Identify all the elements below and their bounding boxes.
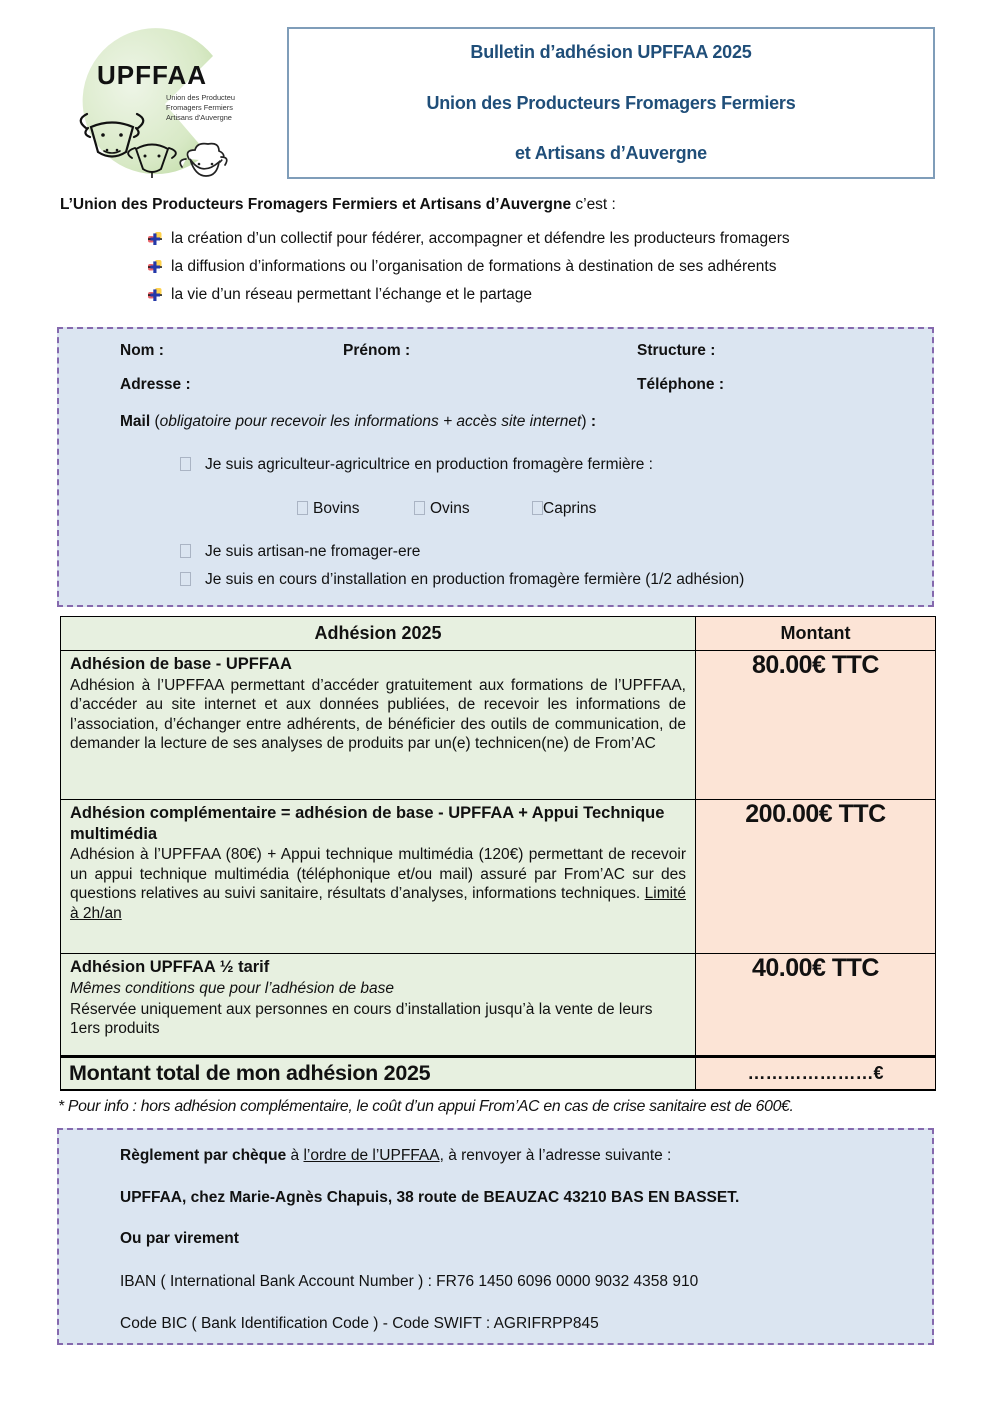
document-title-line2: Union des Producteurs Fromagers Fermiers bbox=[426, 92, 796, 113]
colored-bullet-icon bbox=[148, 232, 162, 246]
adhesion-complementaire-amount: 200.00€ TTC bbox=[696, 800, 936, 954]
total-amount-field: …………………€ bbox=[696, 1057, 936, 1091]
structure-field-label: Structure : bbox=[637, 342, 716, 359]
prenom-field-label: Prénom : bbox=[343, 342, 411, 359]
cheque-line: Règlement par chèque à l’ordre de l’UPFFAA, à renvoyer à l’adresse suivante : bbox=[120, 1147, 672, 1164]
column-header-montant: Montant bbox=[696, 617, 936, 651]
checkbox-bovins: Bovins bbox=[297, 500, 360, 518]
document-title-line3: et Artisans d’Auvergne bbox=[515, 143, 707, 163]
document-title: Bulletin d’adhésion UPFFAA 2025 bbox=[470, 42, 752, 62]
bullet-text: la création d’un collectif pour fédérer, accompagner et défendre les producteurs fromagers bbox=[171, 230, 790, 247]
caprins-checkbox[interactable] bbox=[532, 501, 543, 515]
row-subtitle-italic: Mêmes conditions que pour l’adhésion de base bbox=[70, 979, 394, 997]
row-description: Adhésion à l’UPFFAA permettant d’accéder gratuitement aux formations de l’UPFFAA, d’accéder au site internet et aux données publiées, de recevoir les informations de l’association, d’échanger entre adhérents, de bénéficier des outils de communication, de demander la lecture de ses analyses de produits par un(e) technicen(ne) de From’AC bbox=[70, 676, 686, 753]
ovins-checkbox[interactable] bbox=[414, 501, 425, 515]
fee-table bbox=[60, 616, 936, 1091]
bic-swift-line: Code BIC ( Bank Identification Code ) - Code SWIFT : AGRIFRPP845 bbox=[120, 1315, 599, 1332]
installation-checkbox[interactable] bbox=[180, 572, 191, 586]
row-title: Adhésion UPFFAA ½ tarif bbox=[70, 958, 270, 976]
column-header-adhesion: Adhésion 2025 bbox=[61, 617, 696, 651]
adhesion-demi-tarif-amount: 40.00€ TTC bbox=[696, 954, 936, 1057]
payment-box bbox=[57, 1128, 934, 1345]
table-row bbox=[61, 651, 936, 800]
adhesion-demi-tarif-cell bbox=[61, 954, 696, 1057]
bullet-text: la vie d’un réseau permettant l’échange et le partage bbox=[171, 286, 533, 303]
bullet-item bbox=[148, 286, 938, 303]
colored-bullet-icon bbox=[148, 260, 162, 274]
iban-line: IBAN ( International Bank Account Number ) : FR76 1450 6096 0000 9032 4358 910 bbox=[120, 1273, 699, 1290]
adhesion-base-amount: 80.00€ TTC bbox=[696, 651, 936, 800]
row-title: Adhésion de base - UPFFAA bbox=[70, 655, 292, 673]
table-header-row bbox=[61, 617, 936, 651]
table-row bbox=[61, 954, 936, 1057]
artisan-checkbox[interactable] bbox=[180, 544, 191, 558]
virement-label: Ou par virement bbox=[120, 1230, 239, 1247]
bullet-item bbox=[148, 258, 938, 275]
total-label: Montant total de mon adhésion 2025 bbox=[61, 1057, 696, 1091]
bullet-item bbox=[148, 230, 938, 247]
row-description: Adhésion à l’UPFFAA (80€) + Appui technique multimédia (120€) permettant de recevoir un appui technique multimédia (téléphonique et/ou mail) assuré par From’AC sur des questions relatives au suivi sanitaire, résultats d’analyses, informations techniques. Limité à 2h/an bbox=[70, 846, 686, 922]
cheese-wheel-logo-graphic bbox=[73, 26, 235, 178]
bovins-checkbox[interactable] bbox=[297, 501, 308, 515]
table-row bbox=[61, 800, 936, 954]
sheep-eyes bbox=[198, 163, 214, 166]
member-info-box bbox=[57, 327, 934, 607]
underlined-limit-note: Limité à 2h/an bbox=[70, 885, 686, 922]
upffaa-logo bbox=[73, 26, 235, 178]
logo-subtitle-line: Artisans d'Auvergne bbox=[166, 113, 232, 122]
checkbox-installation: Je suis en cours d’installation en production fromagère fermière (1/2 adhésion) bbox=[180, 571, 744, 589]
intro-lead-bold: L’Union des Producteurs Fromagers Fermiers et Artisans d’Auvergne bbox=[60, 196, 572, 213]
checkbox-ovins: Ovins bbox=[414, 500, 470, 518]
telephone-field-label: Téléphone : bbox=[637, 376, 724, 393]
underlined-ordre-upffaa: l’ordre de l’UPFFAA bbox=[303, 1147, 440, 1164]
colored-bullet-icon bbox=[148, 288, 162, 302]
checkbox-agricultrice: Je suis agriculteur-agricultrice en production fromagère fermière : bbox=[180, 456, 653, 474]
postal-address: UPFFAA, chez Marie-Agnès Chapuis, 38 route de BEAUZAC 43210 BAS EN BASSET. bbox=[120, 1189, 740, 1206]
mail-label-bold: Mail bbox=[120, 413, 155, 430]
adresse-field-label: Adresse : bbox=[120, 376, 191, 393]
intro-lead-rest: c’est : bbox=[571, 196, 616, 213]
intro-section bbox=[60, 196, 938, 314]
mail-field-label: Mail (obligatoire pour recevoir les informations + accès site internet) : bbox=[120, 413, 596, 430]
checkbox-artisan: Je suis artisan-ne fromager-ere bbox=[180, 543, 420, 561]
intro-lead bbox=[60, 196, 938, 214]
adhesion-complementaire-cell bbox=[61, 800, 696, 954]
adhesion-base-cell bbox=[61, 651, 696, 800]
row-description: Réservée uniquement aux personnes en cours d’installation jusqu’à la vente de leurs 1ers produits bbox=[70, 1000, 653, 1038]
logo-acronym: UPFFAA bbox=[97, 60, 207, 90]
row-title: Adhésion complémentaire = adhésion de base - UPFFAA + Appui Technique multimédia bbox=[70, 804, 665, 843]
bullet-text: la diffusion d’informations ou l’organisation de formations à destination de ses adhérents bbox=[171, 258, 777, 275]
checkbox-caprins: Caprins bbox=[532, 500, 596, 518]
agricultrice-checkbox[interactable] bbox=[180, 457, 191, 471]
mail-note-italic: obligatoire pour recevoir les informations + accès site internet bbox=[159, 413, 582, 430]
nom-field-label: Nom : bbox=[120, 342, 164, 359]
logo-subtitle-line: Union des Producteurs bbox=[166, 93, 235, 102]
logo-subtitle-line: Fromagers Fermiers & bbox=[166, 103, 235, 112]
footnote: * Pour info : hors adhésion complémentaire, le coût d’un appui From’AC en cas de crise sanitaire est de 600€. bbox=[58, 1098, 794, 1115]
total-row bbox=[61, 1057, 936, 1091]
title-box bbox=[287, 27, 935, 179]
